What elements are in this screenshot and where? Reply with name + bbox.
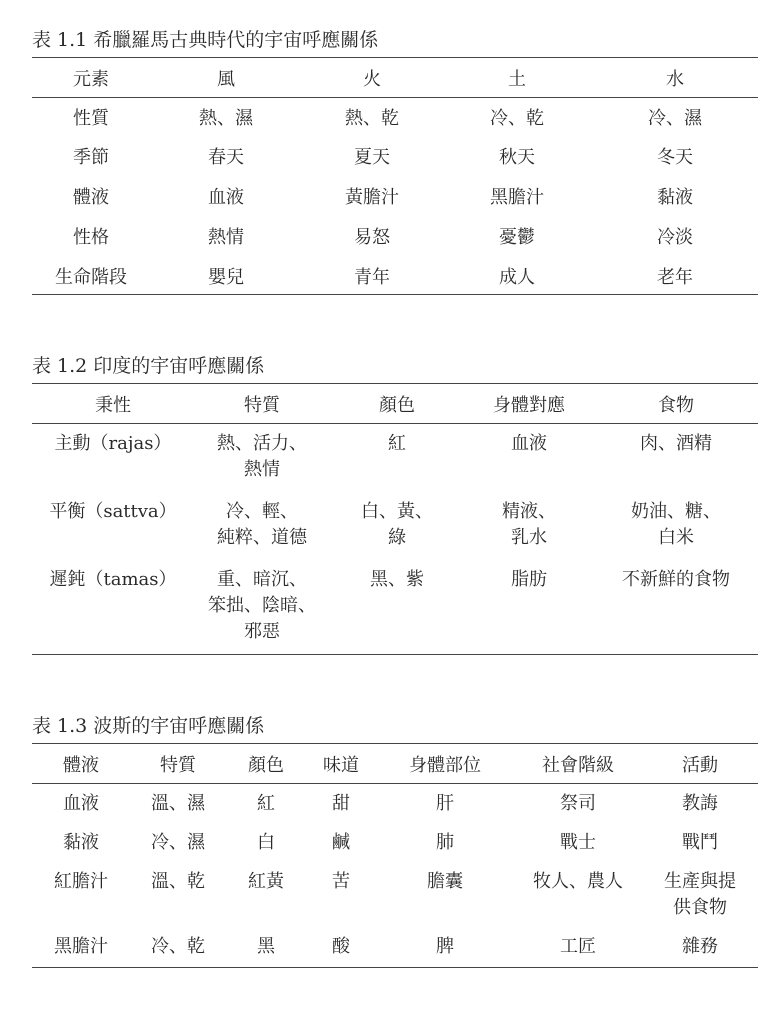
table-cell: 血液 [63, 793, 99, 814]
table-cell: 紅 [388, 433, 406, 454]
table-cell: 性格 [73, 226, 109, 248]
table-cell: 黑、紫 [370, 569, 424, 590]
table-row [32, 424, 758, 493]
table-cell: 奶油、糖、 白米 [631, 501, 721, 548]
table-row [32, 138, 758, 178]
table-cell: 生產與提 供食物 [664, 871, 736, 918]
table-cell: 鹹 [332, 832, 350, 853]
table-cell: 脂肪 [511, 569, 547, 590]
table-cell: 成人 [499, 266, 535, 288]
table-cell: 熱、乾 [345, 108, 399, 129]
column-header: 身體部位 [409, 754, 481, 776]
column-header: 水 [666, 68, 684, 90]
table-row [32, 927, 758, 968]
table-cell: 重、暗沉、 笨拙、陰暗、 邪惡 [208, 569, 316, 642]
table-cell: 肝 [436, 793, 454, 814]
column-header: 食物 [658, 394, 694, 416]
table-cell: 紅 [257, 793, 275, 814]
table-cell: 秋天 [499, 146, 535, 168]
table-cell: 白、黃、 綠 [361, 501, 433, 548]
table-caption: 表 1.2 印度的宇宙呼應關係 [32, 355, 265, 377]
table-cell: 黑膽汁 [54, 936, 108, 957]
column-header: 秉性 [95, 394, 131, 416]
table-cell: 紅膽汁 [54, 871, 108, 892]
table-row [32, 784, 758, 824]
table-classical [32, 57, 758, 295]
table-cell: 熱、活力、 熱情 [217, 433, 307, 480]
table-cell: 精液、 乳水 [502, 501, 556, 548]
table-row [32, 178, 758, 218]
table-cell: 戰鬥 [682, 832, 718, 853]
table-cell: 冬天 [657, 146, 693, 168]
table-cell: 雜務 [682, 936, 718, 957]
table-cell: 黑膽汁 [490, 186, 544, 208]
table-header-row [32, 744, 758, 784]
table-cell: 嬰兒 [208, 266, 244, 288]
table-cell: 肉、酒精 [640, 433, 712, 454]
table-cell: 戰士 [560, 832, 596, 853]
table-cell: 主動（rajas） [54, 433, 172, 454]
table-cell: 冷、輕、 純粹、道德 [217, 501, 307, 548]
table-cell: 肺 [436, 832, 454, 853]
column-header: 味道 [323, 754, 359, 776]
table-cell: 熱情 [208, 226, 244, 248]
table-cell: 性質 [73, 108, 109, 129]
table-row [32, 492, 758, 560]
table-cell: 溫、濕 [151, 793, 205, 814]
table-caption: 表 1.1 希臘羅馬古典時代的宇宙呼應關係 [32, 29, 379, 51]
table-cell: 冷、濕 [151, 832, 205, 853]
column-header: 活動 [682, 754, 718, 776]
column-header: 元素 [73, 68, 109, 90]
table-section-1 [32, 27, 758, 295]
table-cell: 黃膽汁 [345, 186, 399, 208]
table-cell: 血液 [511, 433, 547, 454]
table-cell: 老年 [657, 266, 693, 288]
table-cell: 酸 [332, 936, 350, 957]
column-header: 風 [217, 68, 235, 90]
table-cell: 苦 [332, 871, 350, 892]
table-cell: 黑 [257, 936, 275, 957]
table-cell: 紅黃 [248, 871, 284, 892]
table-cell: 夏天 [354, 146, 390, 168]
table-cell: 膽囊 [427, 871, 463, 892]
table-cell: 易怒 [354, 226, 390, 248]
column-header: 特質 [244, 394, 280, 416]
table-row [32, 218, 758, 258]
table-cell: 春天 [208, 146, 244, 168]
table-cell: 遲鈍（tamas） [49, 569, 177, 590]
table-cell: 甜 [332, 793, 350, 814]
column-header: 體液 [63, 754, 99, 776]
table-row [32, 560, 758, 655]
column-header: 土 [508, 68, 526, 90]
table-cell: 冷、濕 [648, 108, 702, 129]
table-cell: 季節 [73, 146, 109, 168]
table-row [32, 862, 758, 927]
table-cell: 熱、濕 [199, 108, 253, 129]
table-row [32, 823, 758, 862]
table-cell: 冷、乾 [151, 936, 205, 957]
table-cell: 牧人、農人 [533, 871, 623, 892]
table-cell: 血液 [208, 186, 244, 208]
table-section-2 [32, 353, 758, 655]
table-cell: 脾 [436, 936, 454, 957]
table-header-row [32, 384, 758, 424]
column-header: 顏色 [379, 394, 415, 416]
table-cell: 青年 [354, 266, 390, 288]
table-cell: 平衡（sattva） [49, 501, 177, 522]
table-row [32, 258, 758, 295]
table-row [32, 98, 758, 138]
table-cell: 工匠 [560, 936, 596, 957]
table-caption: 表 1.3 波斯的宇宙呼應關係 [32, 715, 265, 737]
table-cell: 黏液 [63, 832, 99, 853]
column-header: 特質 [160, 754, 196, 776]
column-header: 身體對應 [493, 394, 565, 416]
table-cell: 冷、乾 [490, 108, 544, 129]
table-cell: 祭司 [560, 793, 596, 814]
table-india [32, 383, 758, 655]
table-cell: 溫、乾 [151, 871, 205, 892]
table-header-row [32, 58, 758, 98]
column-header: 顏色 [248, 754, 284, 776]
column-header: 火 [363, 68, 381, 90]
table-cell: 生命階段 [55, 266, 127, 288]
table-cell: 體液 [73, 186, 109, 208]
table-cell: 白 [257, 832, 275, 853]
table-section-3 [32, 713, 758, 968]
column-header: 社會階級 [542, 754, 614, 776]
table-cell: 不新鮮的食物 [622, 569, 730, 590]
table-persia [32, 743, 758, 968]
table-cell: 憂鬱 [499, 226, 535, 248]
table-cell: 冷淡 [657, 226, 693, 248]
table-cell: 教誨 [682, 793, 718, 814]
table-cell: 黏液 [657, 186, 693, 208]
